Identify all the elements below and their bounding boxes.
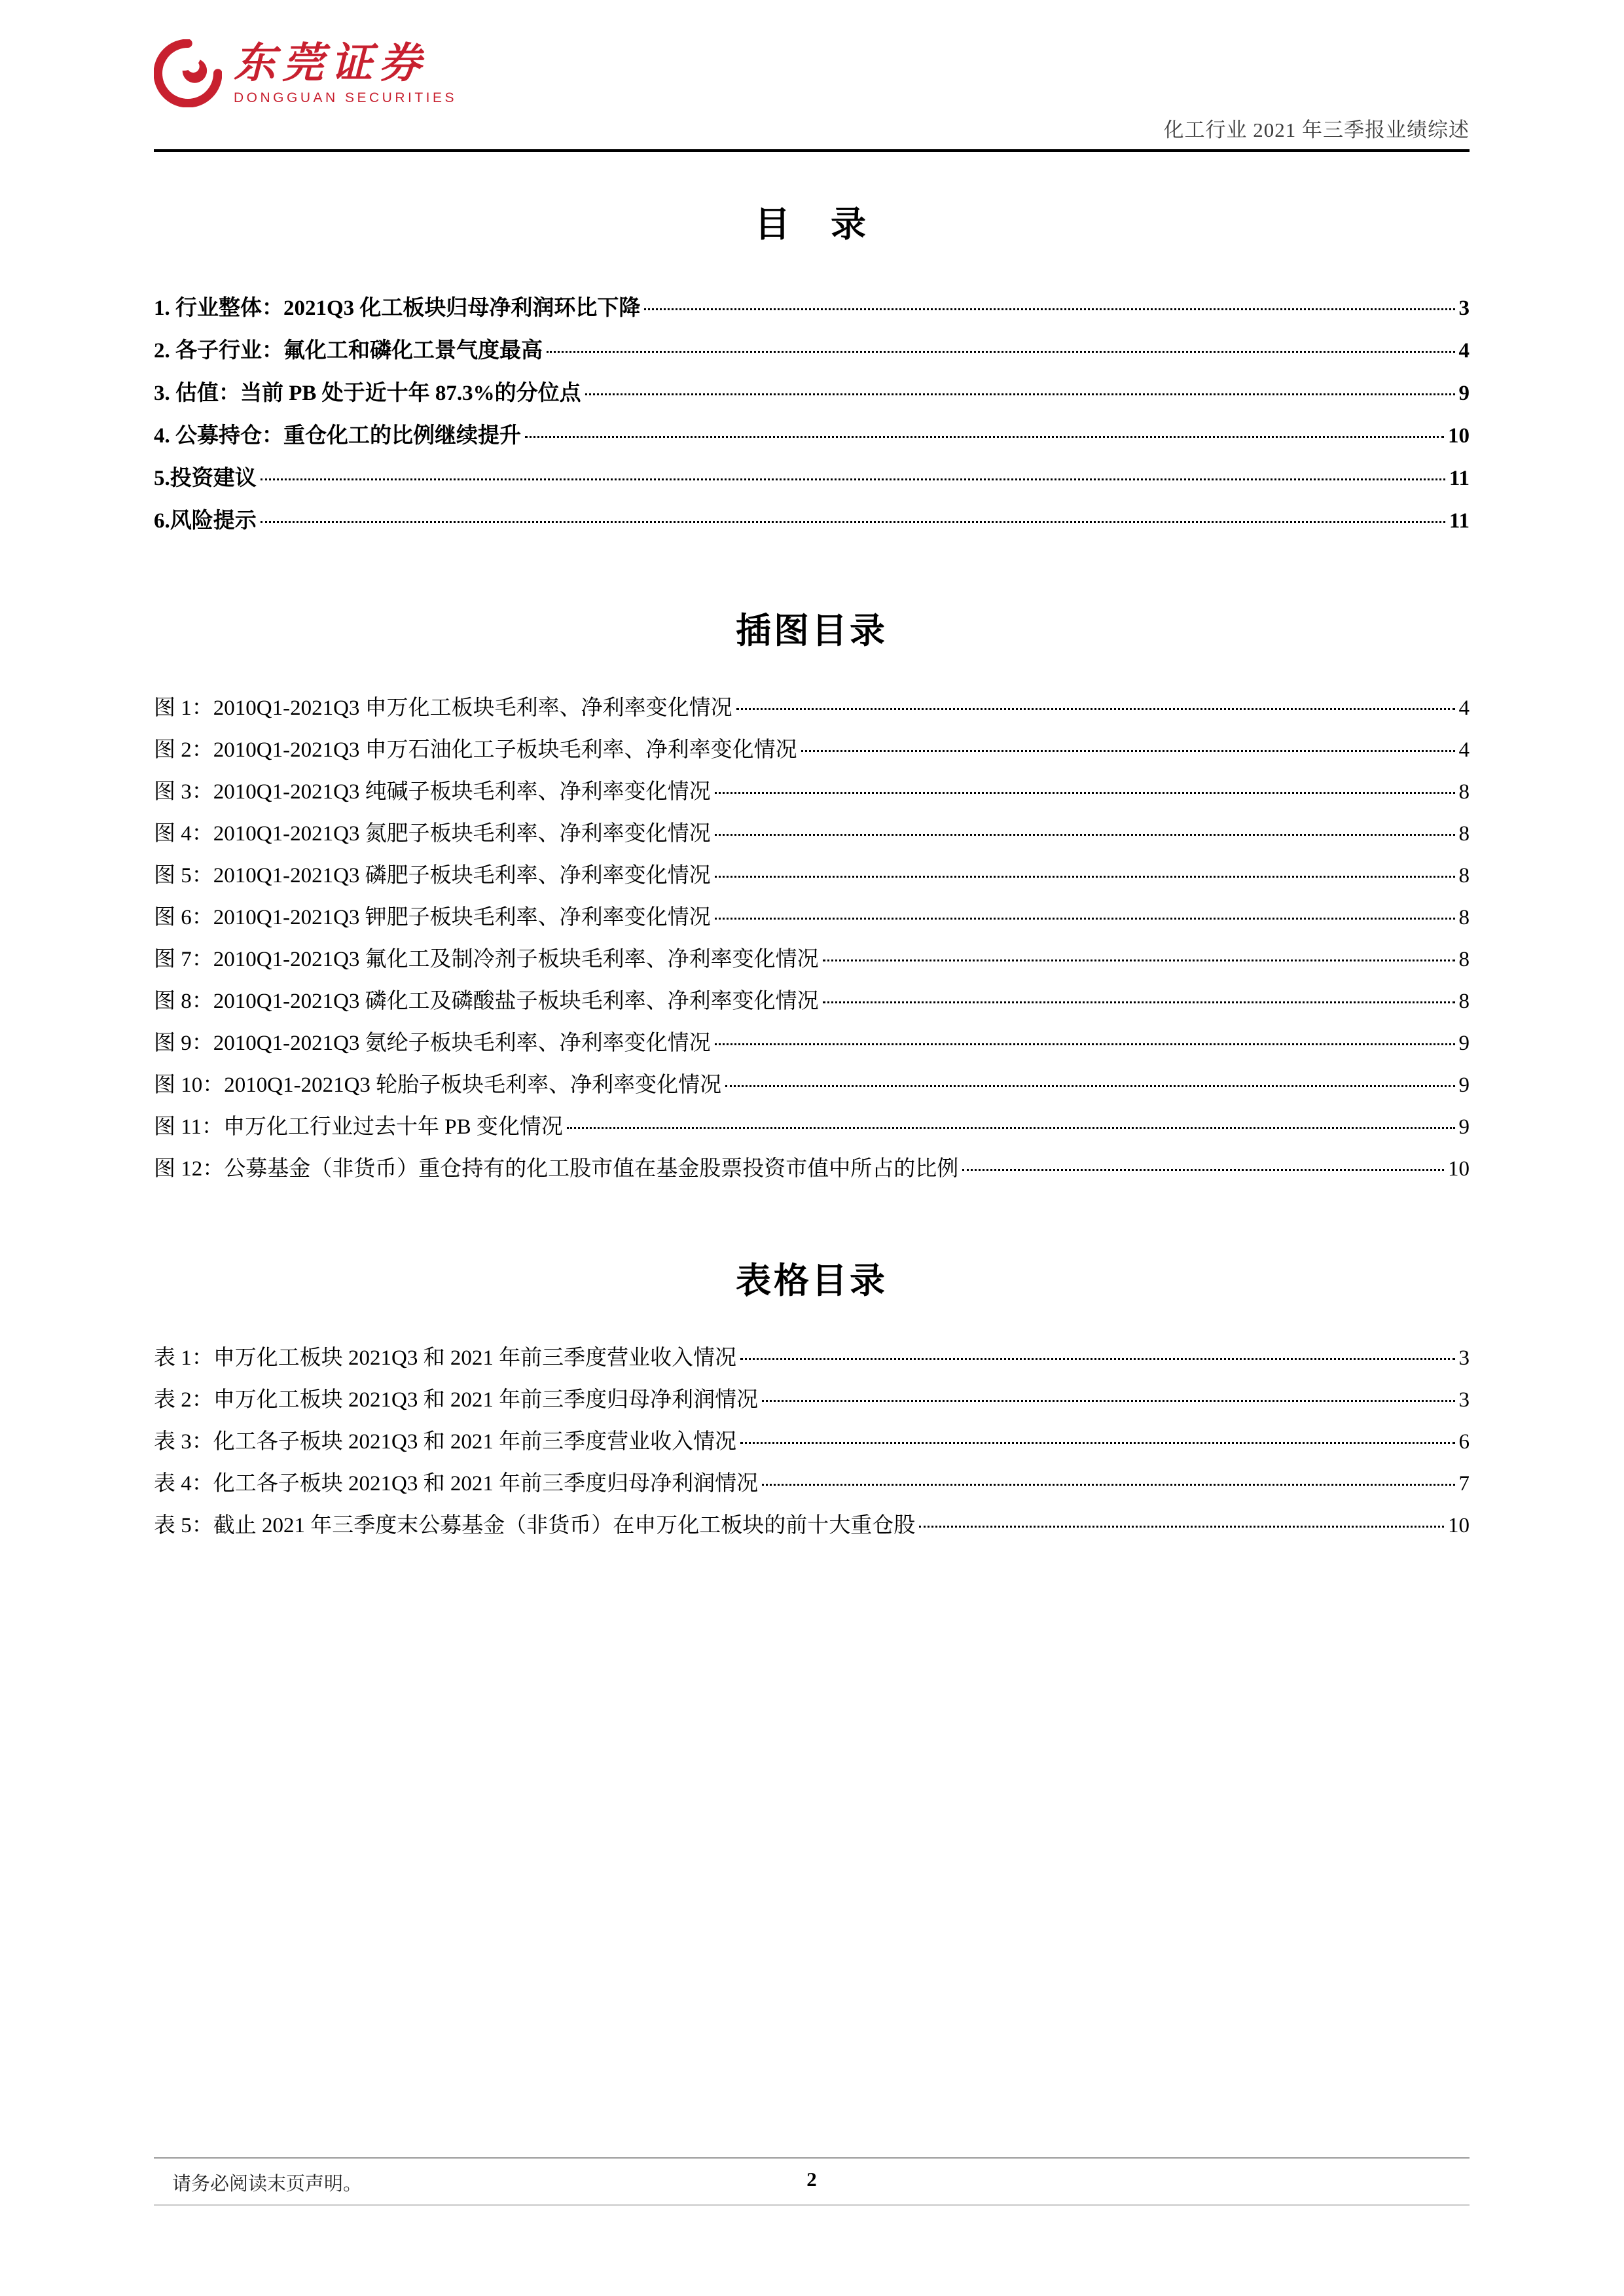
dotted-leader <box>715 876 1455 878</box>
figure-item-label: 图 10：2010Q1-2021Q3 轮胎子板块毛利率、净利率变化情况 <box>154 1073 722 1097</box>
figure-toc-item[interactable] <box>154 687 1470 729</box>
figure-item-label: 图 2：2010Q1-2021Q3 申万石油化工子板块毛利率、净利率变化情况 <box>154 738 797 762</box>
dotted-leader <box>801 750 1455 752</box>
dotted-leader <box>715 1043 1455 1045</box>
dotted-leader <box>740 1358 1454 1360</box>
table-item-page: 3 <box>1458 1346 1470 1370</box>
figure-item-page: 8 <box>1458 864 1470 888</box>
toc-item[interactable] <box>154 415 1470 457</box>
figure-item-page: 8 <box>1458 780 1470 804</box>
toc-item-label: 1. 行业整体：2021Q3 化工板块归母净利润环比下降 <box>154 296 641 320</box>
dotted-leader <box>715 834 1455 836</box>
page-number: 2 <box>806 2168 817 2191</box>
figure-item-label: 图 6：2010Q1-2021Q3 钾肥子板块毛利率、净利率变化情况 <box>154 906 711 929</box>
figure-item-page: 8 <box>1458 990 1470 1013</box>
page-footer <box>154 2157 1470 2206</box>
toc-item-page: 3 <box>1458 296 1470 320</box>
report-subtitle: 化工行业 2021 年三季报业绩综述 <box>1163 118 1470 141</box>
figure-toc-item[interactable] <box>154 1148 1470 1190</box>
figure-toc-item[interactable] <box>154 1064 1470 1106</box>
table-item-label: 表 2：申万化工板块 2021Q3 和 2021 年前三季度归母净利润情况 <box>154 1388 759 1412</box>
figure-item-page: 10 <box>1448 1157 1470 1181</box>
figure-toc-item[interactable] <box>154 897 1470 939</box>
figure-toc-item[interactable] <box>154 939 1470 980</box>
figure-item-page: 8 <box>1458 906 1470 929</box>
page-header <box>154 34 1470 149</box>
dotted-leader <box>823 960 1455 961</box>
header-divider <box>154 149 1470 152</box>
figure-toc-item[interactable] <box>154 729 1470 771</box>
dotted-leader <box>919 1526 1444 1528</box>
dongguan-securities-logo-icon <box>154 39 222 107</box>
dotted-leader <box>261 478 1445 480</box>
toc-item[interactable] <box>154 500 1470 543</box>
dotted-leader <box>762 1484 1454 1486</box>
toc-item[interactable] <box>154 330 1470 372</box>
table-item-page: 3 <box>1458 1388 1470 1412</box>
table-toc-item[interactable] <box>154 1337 1470 1379</box>
figure-item-label: 图 9：2010Q1-2021Q3 氨纶子板块毛利率、净利率变化情况 <box>154 1031 711 1055</box>
table-item-label: 表 1：申万化工板块 2021Q3 和 2021 年前三季度营业收入情况 <box>154 1346 737 1370</box>
toc-content <box>154 196 1470 1547</box>
figure-toc-item[interactable] <box>154 1022 1470 1064</box>
dotted-leader <box>715 792 1455 794</box>
toc-list <box>154 287 1470 543</box>
figures-list-title: 插图目录 <box>736 611 888 651</box>
figure-item-label: 图 5：2010Q1-2021Q3 磷肥子板块毛利率、净利率变化情况 <box>154 864 711 888</box>
figure-toc-item[interactable] <box>154 1106 1470 1148</box>
table-toc-item[interactable] <box>154 1421 1470 1463</box>
toc-item-page: 11 <box>1449 467 1470 490</box>
toc-title: 目 录 <box>755 205 869 244</box>
table-toc-item[interactable] <box>154 1379 1470 1421</box>
toc-item[interactable] <box>154 372 1470 415</box>
dotted-leader <box>261 521 1445 523</box>
toc-item-label: 4. 公募持仓：重仓化工的比例继续提升 <box>154 424 521 448</box>
dotted-leader <box>585 393 1455 395</box>
figure-toc-item[interactable] <box>154 855 1470 897</box>
figure-toc-item[interactable] <box>154 771 1470 813</box>
figure-item-page: 8 <box>1458 822 1470 846</box>
toc-item-page: 11 <box>1449 509 1470 533</box>
toc-item-page: 4 <box>1458 339 1470 363</box>
dotted-leader <box>525 436 1444 438</box>
figure-item-label: 图 12：公募基金（非货币）重仓持有的化工股市值在基金股票投资市值中所占的比例 <box>154 1157 959 1181</box>
tables-list <box>154 1337 1470 1547</box>
toc-item-label: 6.风险提示 <box>154 509 257 533</box>
figure-item-page: 9 <box>1458 1031 1470 1055</box>
toc-item-label: 3. 估值：当前 PB 处于近十年 87.3%的分位点 <box>154 382 581 405</box>
table-toc-item[interactable] <box>154 1505 1470 1547</box>
toc-item-page: 10 <box>1448 424 1470 448</box>
figures-list <box>154 687 1470 1190</box>
figure-item-label: 图 1：2010Q1-2021Q3 申万化工板块毛利率、净利率变化情况 <box>154 696 732 720</box>
dotted-leader <box>725 1085 1454 1087</box>
table-item-page: 6 <box>1458 1430 1470 1454</box>
figure-item-page: 9 <box>1458 1073 1470 1097</box>
dotted-leader <box>567 1127 1455 1129</box>
figure-item-label: 图 3：2010Q1-2021Q3 纯碱子板块毛利率、净利率变化情况 <box>154 780 711 804</box>
dotted-leader <box>762 1400 1454 1402</box>
figure-item-label: 图 7：2010Q1-2021Q3 氟化工及制冷剂子板块毛利率、净利率变化情况 <box>154 948 819 971</box>
toc-item-label: 2. 各子行业：氟化工和磷化工景气度最高 <box>154 339 543 363</box>
table-item-label: 表 5：截止 2021 年三季度末公募基金（非货币）在申万化工板块的前十大重仓股 <box>154 1514 916 1537</box>
figure-toc-item[interactable] <box>154 980 1470 1022</box>
dotted-leader <box>736 708 1455 710</box>
brand-name-cn: 东莞证券 <box>234 39 427 86</box>
toc-item[interactable] <box>154 287 1470 330</box>
figure-item-label: 图 4：2010Q1-2021Q3 氮肥子板块毛利率、净利率变化情况 <box>154 822 711 846</box>
brand-block <box>154 39 457 107</box>
figure-item-page: 9 <box>1458 1115 1470 1139</box>
figure-toc-item[interactable] <box>154 813 1470 855</box>
dotted-leader <box>823 1001 1455 1003</box>
table-toc-item[interactable] <box>154 1463 1470 1505</box>
table-item-label: 表 4：化工各子板块 2021Q3 和 2021 年前三季度归母净利润情况 <box>154 1472 759 1496</box>
toc-item-label: 5.投资建议 <box>154 467 257 490</box>
dotted-leader <box>962 1169 1444 1171</box>
footer-disclaimer: 请务必阅读末页声明。 <box>172 2174 363 2195</box>
tables-list-title: 表格目录 <box>736 1261 888 1300</box>
figure-item-label: 图 11：申万化工行业过去十年 PB 变化情况 <box>154 1115 563 1139</box>
figure-item-page: 8 <box>1458 948 1470 971</box>
dotted-leader <box>715 918 1455 920</box>
toc-item[interactable] <box>154 457 1470 500</box>
table-item-page: 10 <box>1448 1514 1470 1537</box>
brand-text <box>234 41 457 106</box>
brand-name-en: DONGGUAN SECURITIES <box>234 90 458 106</box>
dotted-leader <box>644 308 1454 310</box>
figure-item-page: 4 <box>1458 738 1470 762</box>
dotted-leader <box>740 1442 1454 1444</box>
dotted-leader <box>547 351 1455 353</box>
table-item-page: 7 <box>1458 1472 1470 1496</box>
figure-item-page: 4 <box>1458 696 1470 720</box>
toc-item-page: 9 <box>1458 382 1470 405</box>
table-item-label: 表 3：化工各子板块 2021Q3 和 2021 年前三季度营业收入情况 <box>154 1430 737 1454</box>
figure-item-label: 图 8：2010Q1-2021Q3 磷化工及磷酸盐子板块毛利率、净利率变化情况 <box>154 990 819 1013</box>
